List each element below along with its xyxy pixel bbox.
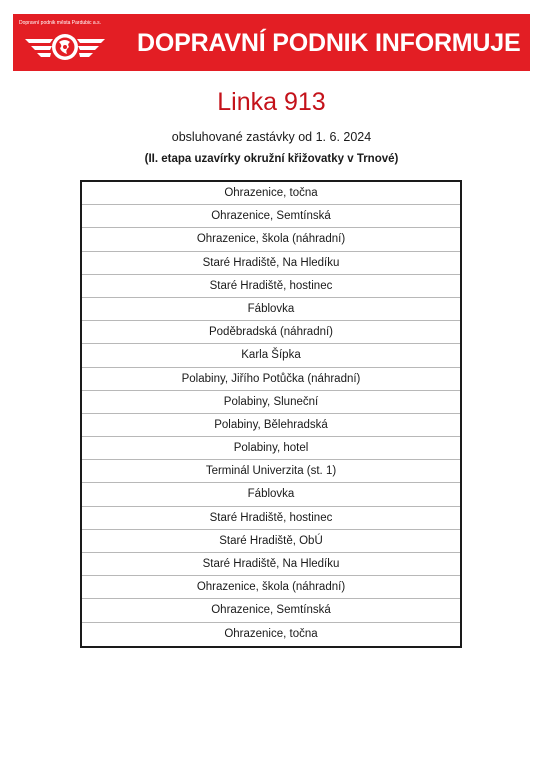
closure-note: (II. etapa uzavírky okružní křižovatky v Trnové) xyxy=(144,153,399,165)
stop-row: Staré Hradiště, hostinec xyxy=(82,275,460,298)
line-title: Linka 913 xyxy=(217,88,326,116)
stops-table xyxy=(80,180,462,648)
stop-row: Ohrazenice, Semtínská xyxy=(82,205,460,228)
winged-wheel-logo-icon xyxy=(23,30,107,64)
stop-row: Staré Hradiště, Na Hledíku xyxy=(82,252,460,275)
stop-row: Fáblovka xyxy=(82,483,460,506)
stop-row: Polabiny, Jiřího Potůčka (náhradní) xyxy=(82,368,460,391)
stop-row: Polabiny, Sluneční xyxy=(82,391,460,414)
banner-title: DOPRAVNÍ PODNIK INFORMUJE xyxy=(137,29,521,57)
stop-row: Ohrazenice, škola (náhradní) xyxy=(82,228,460,251)
stop-row: Terminál Univerzita (st. 1) xyxy=(82,460,460,483)
stop-row: Karla Šípka xyxy=(82,344,460,367)
stop-row: Staré Hradiště, hostinec xyxy=(82,507,460,530)
stop-row: Ohrazenice, Semtínská xyxy=(82,599,460,622)
company-name: Dopravní podnik města Pardubic a.s. xyxy=(19,20,101,26)
stop-row: Ohrazenice, točna xyxy=(224,627,318,640)
stop-row: Polabiny, Bělehradská xyxy=(82,414,460,437)
stop-row: Fáblovka xyxy=(82,298,460,321)
stop-row: Ohrazenice, škola (náhradní) xyxy=(82,576,460,599)
validity-subtitle: obsluhované zastávky od 1. 6. 2024 xyxy=(171,130,372,144)
stop-row: Staré Hradiště, Na Hledíku xyxy=(82,553,460,576)
stop-row: Staré Hradiště, ObÚ xyxy=(82,530,460,553)
company-logo xyxy=(13,14,117,71)
stop-row: Poděbradská (náhradní) xyxy=(82,321,460,344)
header-banner xyxy=(13,14,530,71)
stop-row: Polabiny, hotel xyxy=(82,437,460,460)
stop-row: Ohrazenice, točna xyxy=(82,182,460,205)
